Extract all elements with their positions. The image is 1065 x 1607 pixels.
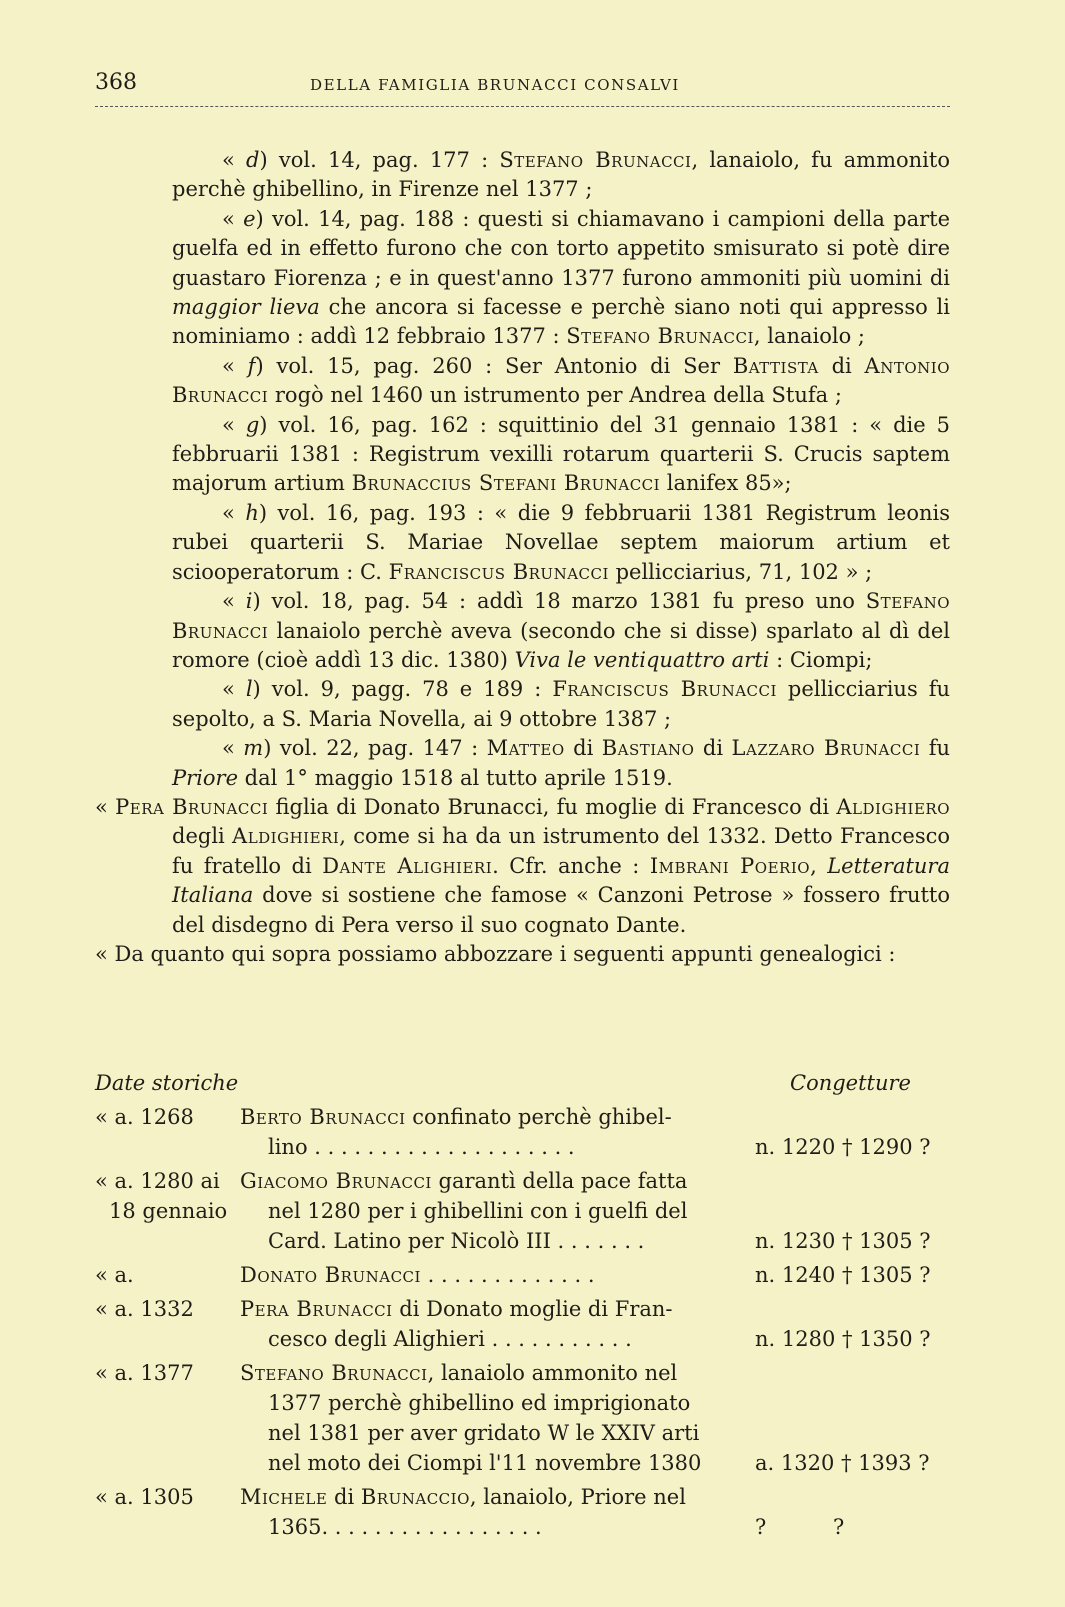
paragraph-e: « e) vol. 14, pag. 188 : questi si chiamavano i campioni della parte guelfa ed in effetto furono che con torto appetito smisurato si potè dire guastaro Fiorenza ; e in quest'anno 1377 furono ammoniti più uomini di maggior lieva che ancora si facesse e perchè siano noti qui appresso li nominiamo : addì 12 febbraio 1377 : Stefano Brunacci, lanaiolo ; [172, 206, 950, 349]
table-header [95, 1068, 950, 1102]
table-row [95, 1482, 950, 1542]
row-date: « a. [95, 1263, 134, 1287]
paragraph-pera: « Pera Brunacci figlia di Donato Brunacci, fu moglie di Francesco di Aldighiero degli Aldighieri, come si ha da un istrumento del 1332. Detto Francesco fu fratello di Dante Alighieri. Cfr. anche : Imbrani Poerio, Letteratura Italiana dove si sostiene che famose « Canzoni Petrose » fossero frutto del disdegno di Pera verso il suo cognato Dante. [95, 794, 951, 937]
paragraph-m: « m) vol. 22, pag. 147 : Matteo di Bastiano di Lazzaro Brunacci fu Priore dal 1° maggio 1518 al tutto aprile 1519. [172, 736, 950, 790]
row-desc: Donato Brunacci . . . . . . . . . . . . . [240, 1263, 595, 1287]
header-rule [95, 106, 950, 107]
row-desc: Michele di Brunaccio, lanaiolo, Priore nel 1365. . . . . . . . . . . . . . . . . [240, 1485, 686, 1539]
paragraph-intro: « Da quanto qui sopra possiamo abbozzare i seguenti appunti genealogici : [95, 941, 896, 966]
table-row [95, 1358, 950, 1478]
row-date: « a. 1305 [95, 1485, 194, 1509]
paragraph-h: « h) vol. 16, pag. 193 : « die 9 febbruarii 1381 Registrum leonis rubei quarterii S. Mariae Novellae septem maiorum artium et sciooperatorum : C. Franciscus Brunacci pellicciarius, 71, 102 » ; [172, 500, 950, 584]
row-conjecture: n. 1280 † 1350 ? [755, 1327, 931, 1351]
row-desc: Giacomo Brunacci garantì della pace fatta nel 1280 per i ghibellini con i guelfi del Card. Latino per Nicolò III . . . . . . . [240, 1169, 688, 1253]
main-text [95, 146, 951, 969]
page-number: 368 [95, 70, 137, 95]
left-heading: Date storiche [95, 1071, 239, 1095]
table-row [95, 1166, 950, 1256]
row-conjecture: n. 1240 † 1305 ? [755, 1263, 931, 1287]
row-conjecture: n. 1220 † 1290 ? [755, 1135, 931, 1159]
row-desc: Stefano Brunacci, lanaiolo ammonito nel 1377 perchè ghibellino ed imprigionato nel 1381 per aver gridato W le XXIV arti nel moto dei Ciompi l'11 novembre 1380 [240, 1361, 702, 1475]
paragraph-i: « i) vol. 18, pag. 54 : addì 18 marzo 1381 fu preso uno Stefano Brunacci lanaiolo perchè aveva (secondo che si disse) sparlato al dì del romore (cioè addì 13 dic. 1380) Viva le ventiquattro arti : Ciompi; [172, 589, 950, 672]
page-header [95, 70, 950, 100]
row-desc: Pera Brunacci di Donato moglie di Fran- cesco degli Alighieri . . . . . . . . . . . [240, 1297, 673, 1351]
row-conjecture: a. 1320 † 1393 ? [755, 1451, 930, 1475]
paragraph-l: « l) vol. 9, pagg. 78 e 189 : Franciscus Brunacci pellicciarius fu sepolto, a S. Maria Novella, ai 9 ottobre 1387 ; [172, 677, 950, 731]
row-date: « a. 1377 [95, 1361, 194, 1385]
row-date: « a. 1280 ai 18 gennaio [95, 1169, 228, 1223]
right-heading: Congetture [790, 1071, 911, 1095]
paragraph-f: « f) vol. 15, pag. 260 : Ser Antonio di Ser Battista di Antonio Brunacci rogò nel 1460 un istrumento per Andrea della Stufa ; [172, 353, 950, 408]
row-conjecture: n. 1230 † 1305 ? [755, 1229, 931, 1253]
row-conjecture: ? ? [755, 1515, 845, 1539]
table-row [95, 1294, 950, 1354]
row-date: « a. 1332 [95, 1297, 194, 1321]
paragraph-g: « g) vol. 16, pag. 162 : squittinio del 31 gennaio 1381 : « die 5 febbruarii 1381 : Registrum vexilli rotarum quarterii S. Crucis saptem majorum artium Brunaccius Stefani Brunacci lanifex 85»; [172, 412, 950, 496]
paragraph-d: « d) vol. 14, pag. 177 : Stefano Brunacci, lanaiolo, fu ammonito perchè ghibellino, in Firenze nel 1377 ; [172, 148, 950, 202]
genealogy-table [95, 1068, 950, 1546]
row-desc: Berto Brunacci confinato perchè ghibel- lino . . . . . . . . . . . . . . . . . . . . [240, 1105, 672, 1159]
table-row [95, 1260, 950, 1290]
row-date: « a. 1268 [95, 1105, 194, 1129]
table-row [95, 1102, 950, 1162]
running-title: DELLA FAMIGLIA BRUNACCI CONSALVI [310, 76, 680, 94]
